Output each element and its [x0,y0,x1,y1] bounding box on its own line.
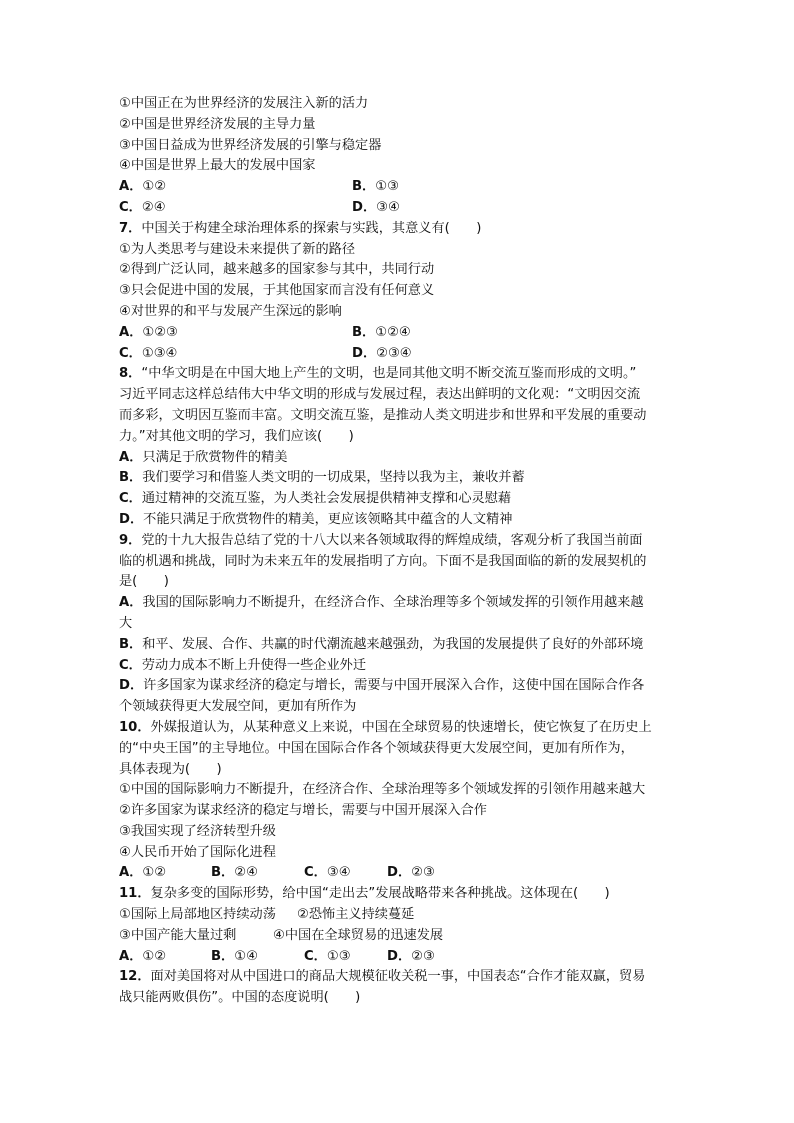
options-row [119,863,681,884]
option-b: B．①④ [211,948,258,964]
statement-3: ③中国日益成为世界经济发展的引擎与稳定器 [119,137,382,153]
statement-4: ④中国是世界上最大的发展中国家 [119,158,316,174]
option-a: A．①② [119,948,167,964]
options-row [119,947,681,968]
question-stem-line: 力。”对其他文明的学习，我们应该( ) [119,428,354,444]
question-9 [119,531,681,718]
option-c: C．①③④ [119,345,178,361]
statement-1: ①国际上局部地区持续动荡 [119,907,276,923]
question-stem-line: 习近平同志这样总结伟大中华文明的形成与发展过程，表达出鲜明的文化观：“文明因交流 [119,387,641,403]
statement-4: ④对世界的和平与发展产生深远的影响 [119,303,342,319]
options-row [119,198,681,219]
options-row [119,344,681,365]
option-a: A．①② [119,865,167,881]
option-b: B．①②④ [352,324,411,340]
statement-2: ②中国是世界经济发展的主导力量 [119,116,316,132]
question-7 [119,219,681,365]
statements-row [119,926,681,947]
option-b: B．①③ [352,179,399,195]
statement-4: ④人民币开始了国际化进程 [119,844,276,860]
question-stem: 8．“中华文明是在中国大地上产生的文明，也是同其他文明不断交流互鉴而形成的文明。” [119,366,637,382]
question-stem-line: 而多彩，文明因互鉴而丰富。文明交流互鉴，是推动人类文明进步和世界和平发展的重要动 [119,407,647,423]
statement-4: ④中国在全球贸易的迅速发展 [273,927,444,943]
option-a: A．①②③ [119,324,178,340]
question-stem-line: 战只能两败俱伤”。中国的态度说明( ) [119,990,361,1006]
option-d: D．不能只满足于欣赏物件的精美，更应该领略其中蕴含的人文精神 [119,511,513,527]
option-b: B．我们要学习和借鉴人类文明的一切成果，坚持以我为主，兼收并蓄 [119,470,525,486]
statement-1: ①中国正在为世界经济的发展注入新的活力 [119,96,369,111]
statement-2: ②恐怖主义持续蔓延 [297,907,415,923]
option-d: D．②③④ [352,345,412,361]
options-row [119,323,681,344]
question-stem: 7．中国关于构建全球治理体系的探索与实践，其意义有( ) [119,220,482,236]
option-c: C．③④ [304,865,351,881]
question-10 [119,718,681,884]
option-d: D．许多国家为谋求经济的稳定与增长，需要与中国开展深入合作，这使中国在国际合作各 [119,678,645,694]
option-c: C．通过精神的交流互鉴，为人类社会发展提供精神支撑和心灵慰藉 [119,491,512,507]
question-stem: 11．复杂多变的国际形势，给中国“走出去”发展战略带来各种挑战。这体现在( ) [119,886,610,902]
statement-1: ①为人类思考与建设未来提供了新的路径 [119,241,356,257]
option-b: B．②④ [211,865,258,881]
option-c: C．②④ [119,199,166,215]
question-stem: 12．面对美国将对从中国进口的商品大规模征收关税一事，中国表态“合作才能双赢，贸易 [119,969,646,985]
option-d-continued: 个领域获得更大发展空间，更加有所作为 [119,699,357,715]
statements-row [119,905,681,926]
question-content [119,94,681,1009]
question-stem-line: 的“中央王国”的主导地位。中国在国际合作各个领域获得更大发展空间，更加有所作为， [119,740,634,756]
option-c: C．劳动力成本不断上升使得一些企业外迁 [119,657,367,673]
statement-2: ②得到广泛认同，越来越多的国家参与其中，共同行动 [119,262,435,278]
option-d: D．②③ [387,948,435,964]
statement-1: ①中国的国际影响力不断提升，在经济合作、全球治理等多个领域发挥的引领作用越来越大 [119,782,646,798]
question-stem: 9．党的十九大报告总结了党的十八大以来各领域取得的辉煌成绩，客观分析了我国当前面 [119,532,643,548]
question-11 [119,884,681,967]
option-a-continued: 大 [119,615,133,631]
statement-3: ③我国实现了经济转型升级 [119,823,276,839]
question-stem: 10．外媒报道认为，从某种意义上来说，中国在全球贸易的快速增长，使它恢复了在历史上 [119,719,652,735]
statement-3: ③中国产能大量过剩 [119,927,237,943]
options-row [119,177,681,198]
question-8 [119,364,681,530]
option-c: C．①③ [304,948,351,964]
question-stem-line: 临的机遇和挑战，同时为未来五年的发展指明了方向。下面不是我国面临的新的发展契机的 [119,553,647,569]
statement-2: ②许多国家为谋求经济的稳定与增长，需要与中国开展深入合作 [119,803,487,819]
option-a: A．我国的国际影响力不断提升，在经济合作、全球治理等多个领域发挥的引领作用越来越 [119,595,644,611]
option-d: D．③④ [352,199,400,215]
option-a: A．只满足于欣赏物件的精美 [119,449,288,465]
option-a: A．①② [119,179,167,195]
question-stem-line: 是( ) [119,574,169,590]
option-d: D．②③ [387,865,435,881]
question-12 [119,967,681,1009]
question-stem-line: 具体表现为( ) [119,761,222,777]
question-6 [119,94,681,219]
statement-3: ③只会促进中国的发展，于其他国家而言没有任何意义 [119,283,435,299]
option-b: B．和平、发展、合作、共赢的时代潮流越来越强劲，为我国的发展提供了良好的外部环境 [119,636,644,652]
